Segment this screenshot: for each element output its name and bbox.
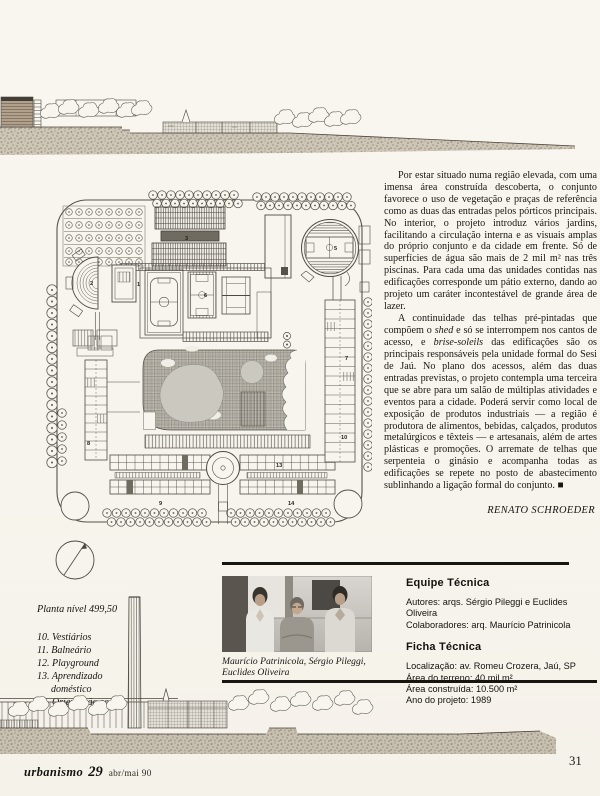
- plan-number-label: 13: [276, 463, 283, 469]
- ficha-line: Área do terreno: 40 mil m²: [406, 672, 513, 683]
- equipe-line: Autores: arqs. Sérgio Pileggi e Euclides Oliveira: [406, 597, 568, 619]
- pool-deck: [143, 346, 305, 431]
- photo-caption: Maurício Patrinicola, Sérgio Pileggi, Euclides Oliveira: [222, 656, 366, 678]
- plan-number-label: 5: [334, 246, 338, 252]
- ficha-line: Ano do projeto: 1989: [406, 695, 492, 706]
- footer: [24, 763, 152, 781]
- equipe-section-title: Equipe Técnica: [406, 577, 490, 589]
- parking-grove: [63, 206, 145, 266]
- plan-number-label: 6: [204, 293, 208, 299]
- legend-title: Planta nível 499,50: [37, 604, 118, 615]
- footer-date: abr/mai 90: [108, 769, 152, 779]
- plan-number-label: 14: [288, 501, 295, 507]
- ficha-section-title: Ficha Técnica: [406, 641, 482, 654]
- ficha-line: Localização: av. Romeu Crozera, Jaú, SP: [406, 661, 576, 672]
- article-column: [384, 170, 597, 516]
- ficha-line: Área construída: 10.500 m²: [406, 684, 518, 695]
- legend-item: 13. Aprendizado doméstico: [37, 670, 103, 695]
- shed-building: [152, 207, 226, 266]
- divider-rule-top: [222, 562, 569, 565]
- plan-number-label: 9: [159, 501, 163, 507]
- bottom-elevation-drawing: [0, 592, 600, 762]
- legend-item: 12. Playground: [37, 657, 99, 669]
- plan-number-label: 3: [185, 236, 189, 242]
- north-arrow-icon: [56, 541, 94, 579]
- footer-logo: urbanismo: [24, 765, 84, 779]
- equipe-line: Colaboradores: arq. Maurício Patrinicola: [406, 619, 571, 630]
- site-plan-drawing: [35, 172, 372, 592]
- pergola: [183, 332, 268, 342]
- playground: [283, 332, 290, 348]
- plan-number-label: 8: [87, 441, 91, 447]
- page-number: 31: [569, 754, 582, 768]
- article-paragraph-2: A continuidade das telhas pré-pintadas que compõem o shed e só se interrompem nos cantos de acesso, e brise-soleils das edificações são os principais responsáveis pela unidade formal do Sesi de Jaú. No plano dos acessos, além das duas entradas previstas, o projeto contempla uma terceira que se abre para um salão de múltiplas atividades e eventos para a cidade. Poderá servir como local de exposição de produtos industriais — a região é produtora de alimentos, bebidas, calçados, produtos metalúrgicos e têxteis — e artesanais, além de artes plásticas e promoções. O arremate de telhas que serpenteia o ginásio e acompanha todas as edificações se repete no posto de abastecimento sublinhando a ligação formal do conjunto. ■: [384, 313, 597, 492]
- ground-texture: [0, 127, 575, 155]
- sports-courts: [140, 268, 271, 338]
- round-pool: [241, 361, 264, 384]
- top-elevation-drawing: [0, 90, 600, 162]
- plan-number-label: 10: [341, 435, 348, 441]
- plan-number-label: 2: [90, 281, 94, 287]
- service-building: [265, 215, 291, 278]
- legend-item: 11. Balneário: [37, 644, 92, 656]
- article-paragraph-1: Por estar situado numa região elevada, com uma imensa área construída descoberta, o conjunto favorece o uso de vegetação e praças de referência como as duas das entradas pelos pórticos principais. No interior, o projeto introduz vários jardins, facilitando a circulação interna e as visuais amplas do próprio conjunto e da cidade em frente. Só de superfícies de água são mais de 2 mil m² nas três piscinas. Para cada uma das unidades contidas nas edificações corresponde um pátio externo, dando ao projeto um caráter incontestável de grande área de lazer.: [384, 170, 597, 312]
- plan-number-label: 1: [137, 282, 141, 288]
- plan-number-label: 7: [345, 356, 349, 362]
- article-byline: RENATO SCHROEDER: [487, 504, 595, 516]
- footer-issue: 29: [88, 764, 103, 780]
- pool-colonnade: [145, 435, 310, 448]
- ground-texture: [0, 728, 556, 754]
- legend-item: 10. Vestiários: [37, 632, 92, 643]
- gymnasium: [301, 220, 361, 287]
- chimney: [128, 597, 141, 728]
- solarium: [241, 392, 265, 426]
